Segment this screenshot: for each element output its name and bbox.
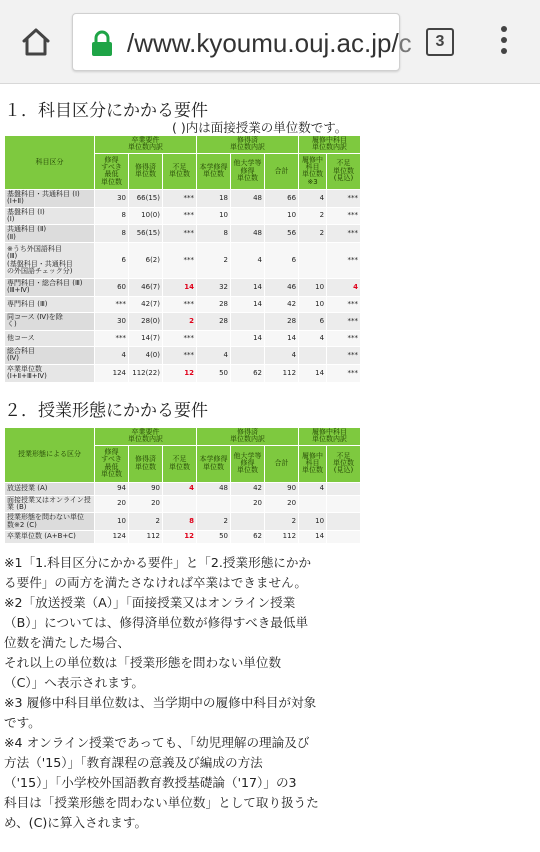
browser-toolbar xyxy=(0,0,540,84)
table-cell: 28 xyxy=(197,312,231,330)
footnotes xyxy=(4,553,534,833)
table-cell: 14 xyxy=(231,296,265,312)
table-cell: 10(0) xyxy=(129,207,163,225)
table-cell: 50 xyxy=(197,364,231,382)
header-column: 履修中 科目 単位数 xyxy=(299,445,327,482)
overflow-menu-icon[interactable] xyxy=(498,26,510,58)
table-cell: 60 xyxy=(95,279,129,297)
table-cell: *** xyxy=(95,330,129,346)
table-cell: 2 xyxy=(197,513,231,531)
table-cell xyxy=(231,207,265,225)
table-cell: 6(2) xyxy=(129,243,163,279)
table-row xyxy=(5,296,361,312)
table-cell xyxy=(197,495,231,513)
table-cell: 4 xyxy=(265,346,299,364)
table-cell: *** xyxy=(163,225,197,243)
table-cell: 94 xyxy=(95,482,129,495)
course-category-table xyxy=(4,135,361,383)
table-cell: 112 xyxy=(265,531,299,544)
header-column: 本学修得 単位数 xyxy=(197,153,231,189)
table-cell: 8 xyxy=(95,207,129,225)
table-cell: *** xyxy=(327,330,361,346)
table-cell: 10 xyxy=(299,279,327,297)
header-column: 他大学等 修得 単位数 xyxy=(231,445,265,482)
table-cell: 90 xyxy=(129,482,163,495)
header-column: 他大学等 修得 単位数 xyxy=(231,153,265,189)
table-row xyxy=(5,243,361,279)
table-cell: 4 xyxy=(163,482,197,495)
table-cell: *** xyxy=(163,207,197,225)
footnote: ※4 オンライン授業であっても、「幼児理解の理論及び 方法（'15）」「教育課程の意義及び編成の方法 （'15）」「小学校外国語教育教授基礎論（'17）」の3 科目は「授業形態を問わない単位数」として取り扱うた め、(C)に算入されます。 xyxy=(4,735,319,830)
section2-title: ２．授業形態にかかる要件 xyxy=(4,401,208,421)
table-cell: 124 xyxy=(95,364,129,382)
table-cell xyxy=(231,346,265,364)
table-cell: 10 xyxy=(299,296,327,312)
header-column: 修得済 単位数 xyxy=(129,445,163,482)
row-label: 放送授業 (A) xyxy=(5,482,95,495)
header-column: 本学修得 単位数 xyxy=(197,445,231,482)
header-group: 修得済 単位数内訳 xyxy=(197,428,299,446)
table-cell: 2 xyxy=(265,513,299,531)
table-row xyxy=(5,312,361,330)
lock-icon xyxy=(91,31,113,57)
row-label: 授業形態を問わない単位 数※2 (C) xyxy=(5,513,95,531)
table-cell: 62 xyxy=(231,531,265,544)
table-cell: 10 xyxy=(299,513,327,531)
table-cell: 46(7) xyxy=(129,279,163,297)
row-label: 卒業単位数 (Ⅰ+Ⅱ+Ⅲ+Ⅳ) xyxy=(5,364,95,382)
table-cell: *** xyxy=(327,312,361,330)
table-cell: *** xyxy=(327,189,361,207)
header-column: 不足 単位数 xyxy=(163,445,197,482)
table-cell: 4 xyxy=(299,482,327,495)
table-cell: 12 xyxy=(163,531,197,544)
table-cell: *** xyxy=(163,189,197,207)
table-cell: 14 xyxy=(265,330,299,346)
row-label: 総合科目 (Ⅳ) xyxy=(5,346,95,364)
row-label: 面接授業又はオンライン授 業 (B) xyxy=(5,495,95,513)
header-category: 授業形態による区分 xyxy=(5,428,95,483)
table-cell xyxy=(231,312,265,330)
table-cell: *** xyxy=(327,296,361,312)
row-label: 基盤科目 (Ⅰ) (Ⅰ) xyxy=(5,207,95,225)
table-cell: 66(15) xyxy=(129,189,163,207)
table-cell xyxy=(327,513,361,531)
table-cell: 4 xyxy=(197,346,231,364)
table-cell: 56(15) xyxy=(129,225,163,243)
table-cell: 4 xyxy=(299,330,327,346)
table-cell xyxy=(197,330,231,346)
table-cell xyxy=(327,482,361,495)
row-label: 専門科目・総合科目 (Ⅲ) (Ⅲ+Ⅳ) xyxy=(5,279,95,297)
table-cell: 4 xyxy=(95,346,129,364)
table-row xyxy=(5,513,361,531)
table-cell: 2 xyxy=(129,513,163,531)
table-cell xyxy=(327,531,361,544)
table-cell: *** xyxy=(163,296,197,312)
table-cell: *** xyxy=(163,330,197,346)
table-cell: 32 xyxy=(197,279,231,297)
header-group: 履修中科目 単位数内訳 xyxy=(299,136,361,154)
table-cell: 10 xyxy=(197,207,231,225)
table-cell: 50 xyxy=(197,531,231,544)
table-row xyxy=(5,482,361,495)
footnote: ※1「1.科目区分にかかる要件」と「2.授業形態にかか る要件」の両方を満たさなければ卒業はできません。 xyxy=(4,555,312,590)
table-cell: 6 xyxy=(95,243,129,279)
header-column: 不足 単位数 (見込) xyxy=(327,445,361,482)
table-cell: 14 xyxy=(231,279,265,297)
table-cell: 14 xyxy=(299,364,327,382)
table-cell: *** xyxy=(327,207,361,225)
table-row xyxy=(5,225,361,243)
table-cell: 2 xyxy=(299,207,327,225)
table-cell: 2 xyxy=(299,225,327,243)
table-cell: 2 xyxy=(163,312,197,330)
table-cell: 66 xyxy=(265,189,299,207)
table-cell: 14 xyxy=(299,531,327,544)
tab-switcher-button[interactable]: 3 xyxy=(426,28,454,56)
row-label: 同コース (Ⅳ)を除 く) xyxy=(5,312,95,330)
table-cell: 4 xyxy=(231,243,265,279)
header-group: 修得済 単位数内訳 xyxy=(197,136,299,154)
table-cell: 56 xyxy=(265,225,299,243)
table-row xyxy=(5,346,361,364)
table-cell xyxy=(299,346,327,364)
table-row xyxy=(5,207,361,225)
table-cell: 112(22) xyxy=(129,364,163,382)
home-icon[interactable] xyxy=(16,22,56,62)
table-row xyxy=(5,364,361,382)
header-column: 不足 単位数 xyxy=(163,153,197,189)
header-column: 不足 単位数 (見込) xyxy=(327,153,361,189)
table-row xyxy=(5,189,361,207)
table-cell: 112 xyxy=(129,531,163,544)
table-cell: 20 xyxy=(265,495,299,513)
table-cell: 46 xyxy=(265,279,299,297)
table-cell: 42 xyxy=(265,296,299,312)
header-column: 履修中 科目 単位数 ※3 xyxy=(299,153,327,189)
table-cell: 2 xyxy=(197,243,231,279)
table-cell: 30 xyxy=(95,189,129,207)
table-cell: 6 xyxy=(265,243,299,279)
table-cell: 90 xyxy=(265,482,299,495)
table-cell: 28 xyxy=(197,296,231,312)
table-row xyxy=(5,531,361,544)
row-label: ※うち外国語科目 (Ⅲ) (基盤科目・共通科目 の外国語チェック分) xyxy=(5,243,95,279)
header-group: 履修中科目 単位数内訳 xyxy=(299,428,361,446)
table-cell: *** xyxy=(163,243,197,279)
table-cell: 42 xyxy=(231,482,265,495)
table-cell: 62 xyxy=(231,364,265,382)
footnote: ※3 履修中科目単位数は、当学期中の履修中科目が対象 です。 xyxy=(4,695,317,730)
table-cell: *** xyxy=(327,364,361,382)
header-column: 修得 すべき 最低 単位数 xyxy=(95,153,129,189)
row-label: 他コース xyxy=(5,330,95,346)
table-cell: *** xyxy=(327,243,361,279)
table-cell: 12 xyxy=(163,364,197,382)
table-cell: 8 xyxy=(95,225,129,243)
table-cell: 112 xyxy=(265,364,299,382)
page-content xyxy=(0,84,540,852)
table-cell xyxy=(299,495,327,513)
table-cell: *** xyxy=(327,346,361,364)
table-cell: 6 xyxy=(299,312,327,330)
table-cell: 14(7) xyxy=(129,330,163,346)
table-cell: 48 xyxy=(197,482,231,495)
section1-note: ( )内は面接授業の単位数です。 xyxy=(172,120,348,135)
table-cell: 48 xyxy=(231,189,265,207)
table-cell xyxy=(231,513,265,531)
table-cell: 14 xyxy=(163,279,197,297)
table-cell: 8 xyxy=(163,513,197,531)
address-bar[interactable] xyxy=(72,13,412,71)
class-format-table xyxy=(4,427,361,544)
table-cell xyxy=(327,495,361,513)
table-cell: 30 xyxy=(95,312,129,330)
footnote: ※2「放送授業（A）」「面接授業又はオンライン授業 （B）」については、修得済単位数が修得すべき最低単 位数を満たした場合、 それ以上の単位数は「授業形態を問わない単位数 （C）」へ表示されます。 xyxy=(4,595,309,690)
header-column: 修得 すべき 最低 単位数 xyxy=(95,445,129,482)
table-cell: *** xyxy=(327,225,361,243)
header-category: 科目区分 xyxy=(5,136,95,190)
header-column: 修得済 単位数 xyxy=(129,153,163,189)
table-cell: 124 xyxy=(95,531,129,544)
table-row xyxy=(5,330,361,346)
table-cell: 10 xyxy=(265,207,299,225)
table-cell xyxy=(163,495,197,513)
row-label: 基盤科目・共通科目 (Ⅰ) (Ⅰ+Ⅱ) xyxy=(5,189,95,207)
table-cell: 14 xyxy=(231,330,265,346)
table-cell xyxy=(299,243,327,279)
header-group: 卒業要件 単位数内訳 xyxy=(95,136,197,154)
table-cell: 28 xyxy=(265,312,299,330)
row-label: 卒業単位数 (A+B+C) xyxy=(5,531,95,544)
table-cell: *** xyxy=(163,346,197,364)
table-cell: 4(0) xyxy=(129,346,163,364)
header-column: 合計 xyxy=(265,153,299,189)
table-cell: 48 xyxy=(231,225,265,243)
row-label: 共通科目 (Ⅱ) (Ⅱ) xyxy=(5,225,95,243)
table-cell: 20 xyxy=(231,495,265,513)
header-group: 卒業要件 単位数内訳 xyxy=(95,428,197,446)
table-cell: 20 xyxy=(95,495,129,513)
table-cell: 8 xyxy=(197,225,231,243)
table-row xyxy=(5,279,361,297)
table-cell: 4 xyxy=(299,189,327,207)
table-cell: *** xyxy=(95,296,129,312)
table-cell: 42(7) xyxy=(129,296,163,312)
table-cell: 28(0) xyxy=(129,312,163,330)
table-cell: 4 xyxy=(327,279,361,297)
header-column: 合計 xyxy=(265,445,299,482)
table-cell: 20 xyxy=(129,495,163,513)
section1-title: １．科目区分にかかる要件 xyxy=(4,101,208,121)
table-cell: 10 xyxy=(95,513,129,531)
table-row xyxy=(5,495,361,513)
table-cell: 18 xyxy=(197,189,231,207)
row-label: 専門科目 (Ⅲ) xyxy=(5,296,95,312)
url-text: /www.kyoumu.ouj.ac.jp/c xyxy=(127,28,412,58)
